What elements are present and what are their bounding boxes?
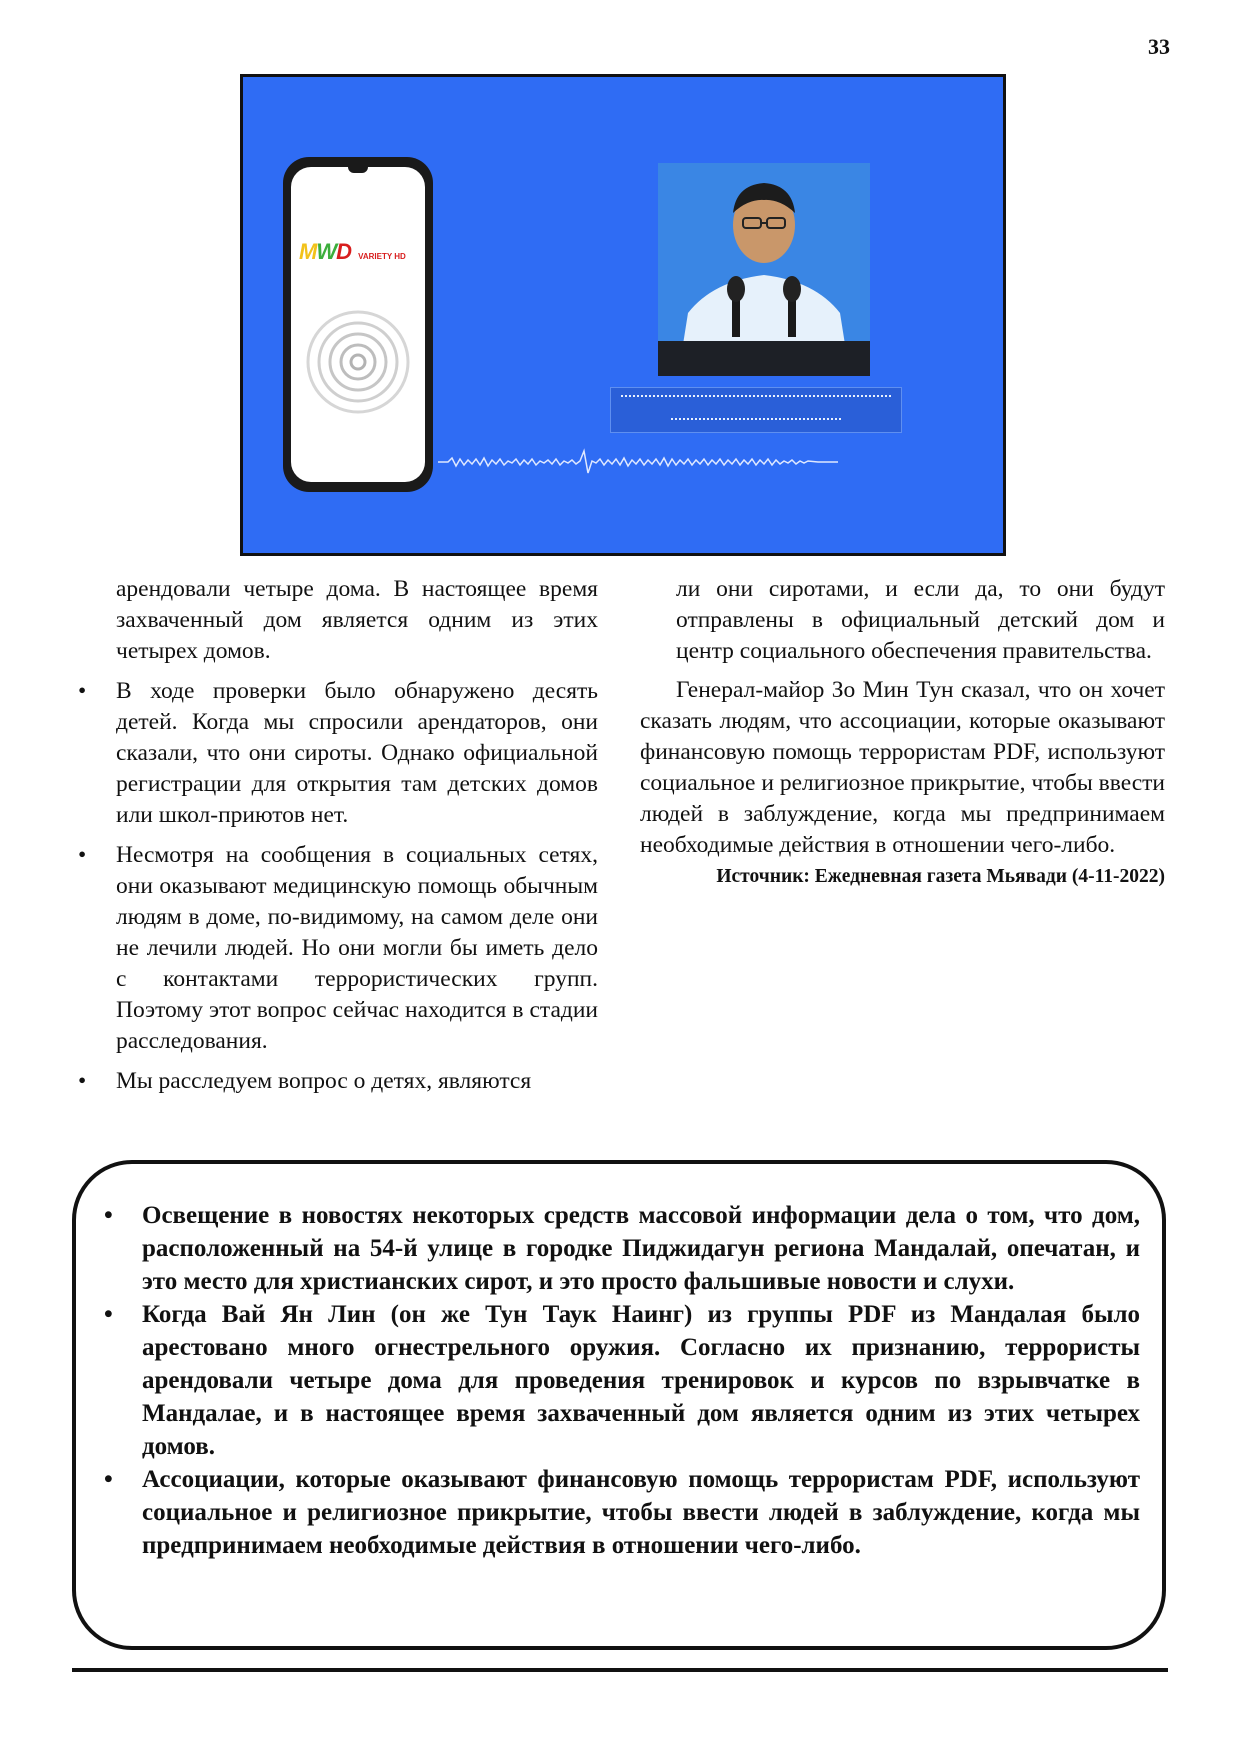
summary-box	[72, 1160, 1166, 1650]
audio-waveform-icon	[438, 447, 838, 477]
right-column	[640, 574, 1165, 892]
bullet-continuation: ли они сиротами, и если да, то они будут отправлены в официальный детский дом и центр социального обеспечения правительства.	[676, 576, 1165, 664]
list-item	[78, 676, 598, 831]
list-item-text: В ходе проверки было обнаружено десять детей. Когда мы спросили арендаторов, они сказали, что они сироты. Однако официальной регистрации для открытия там детских домов или школ-приютов нет.	[116, 678, 598, 828]
audio-rings-icon	[303, 307, 413, 417]
list-item	[78, 840, 598, 1057]
bullet-icon: •	[104, 1202, 113, 1229]
summary-list	[104, 1199, 1140, 1562]
intro-continuation: арендовали четыре дома. В настоящее время захваченный дом является одним из этих четырех домов.	[116, 576, 598, 664]
news-video-still	[240, 74, 1006, 556]
list-item-text: Несмотря на сообщения в социальных сетях, они оказывают медицинскую помощь обычным людям в доме, по-видимому, на самом деле они не лечили людей. Но они могли бы иметь дело с контактами террористических групп. Поэтому этот вопрос сейчас находится в стадии расследования.	[116, 842, 598, 1054]
list-item-text: Мы расследуем вопрос о детях, являются	[116, 1068, 532, 1094]
phone-illustration	[283, 157, 433, 492]
speaker-figure	[658, 163, 870, 376]
list-item	[78, 1066, 598, 1097]
source-citation: Источник: Ежедневная газета Мьявади (4-11-2022)	[716, 866, 1165, 887]
mwd-logo	[299, 239, 406, 265]
mwd-logo-sub: VARIETY HD	[358, 252, 406, 261]
bullet-icon: •	[78, 678, 87, 704]
speaker-photo	[658, 163, 870, 376]
caption-line-2	[671, 418, 841, 434]
bullet-icon: •	[104, 1466, 113, 1493]
bullet-icon: •	[78, 842, 87, 868]
bottom-rule	[72, 1668, 1168, 1672]
left-column	[78, 574, 598, 1097]
summary-item-text: Освещение в новостях некоторых средств массовой информации дела о том, что дом, расположенный на 54-й улице в городке Пиджидагун региона Мандалай, опечатан, и это место для христианских сирот, и это просто фальшивые новости и слухи.	[142, 1202, 1140, 1295]
summary-item	[104, 1463, 1140, 1562]
bullet-icon: •	[78, 1068, 87, 1094]
bullet-icon: •	[104, 1301, 113, 1328]
quote-paragraph: Генерал-майор Зо Мин Тун сказал, что он хочет сказать людям, что ассоциации, которые оказывают финансовую помощь террористам PDF, используют социальное и религиозное прикрытие, чтобы ввести людей в заблуждение, когда мы предпринимаем необходимые действия в отношении чего-либо.	[640, 677, 1165, 858]
page-number: 33	[1148, 34, 1170, 59]
summary-item-text: Ассоциации, которые оказывают финансовую помощь террористам PDF, используют социальное и религиозное прикрытие, чтобы ввести людей в заблуждение, когда мы предпринимаем необходимые действия в отношении чего-либо.	[142, 1466, 1140, 1559]
summary-item	[104, 1199, 1140, 1298]
phone-notch	[348, 167, 368, 173]
caption-line-1	[621, 395, 891, 411]
mwd-logo-text: MWD	[299, 239, 351, 264]
burmese-caption-box	[610, 387, 902, 433]
summary-item	[104, 1298, 1140, 1463]
summary-item-text: Когда Вай Ян Лин (он же Тун Таук Наинг) из группы PDF из Мандалая было арестовано много огнестрельного оружия. Согласно их признанию, террористы арендовали четыре дома для проведения тренировок и курсов по взрывчатке в Мандалае, и в настоящее время захваченный дом является одним из этих четырех домов.	[142, 1301, 1140, 1460]
phone-screen	[291, 167, 425, 482]
